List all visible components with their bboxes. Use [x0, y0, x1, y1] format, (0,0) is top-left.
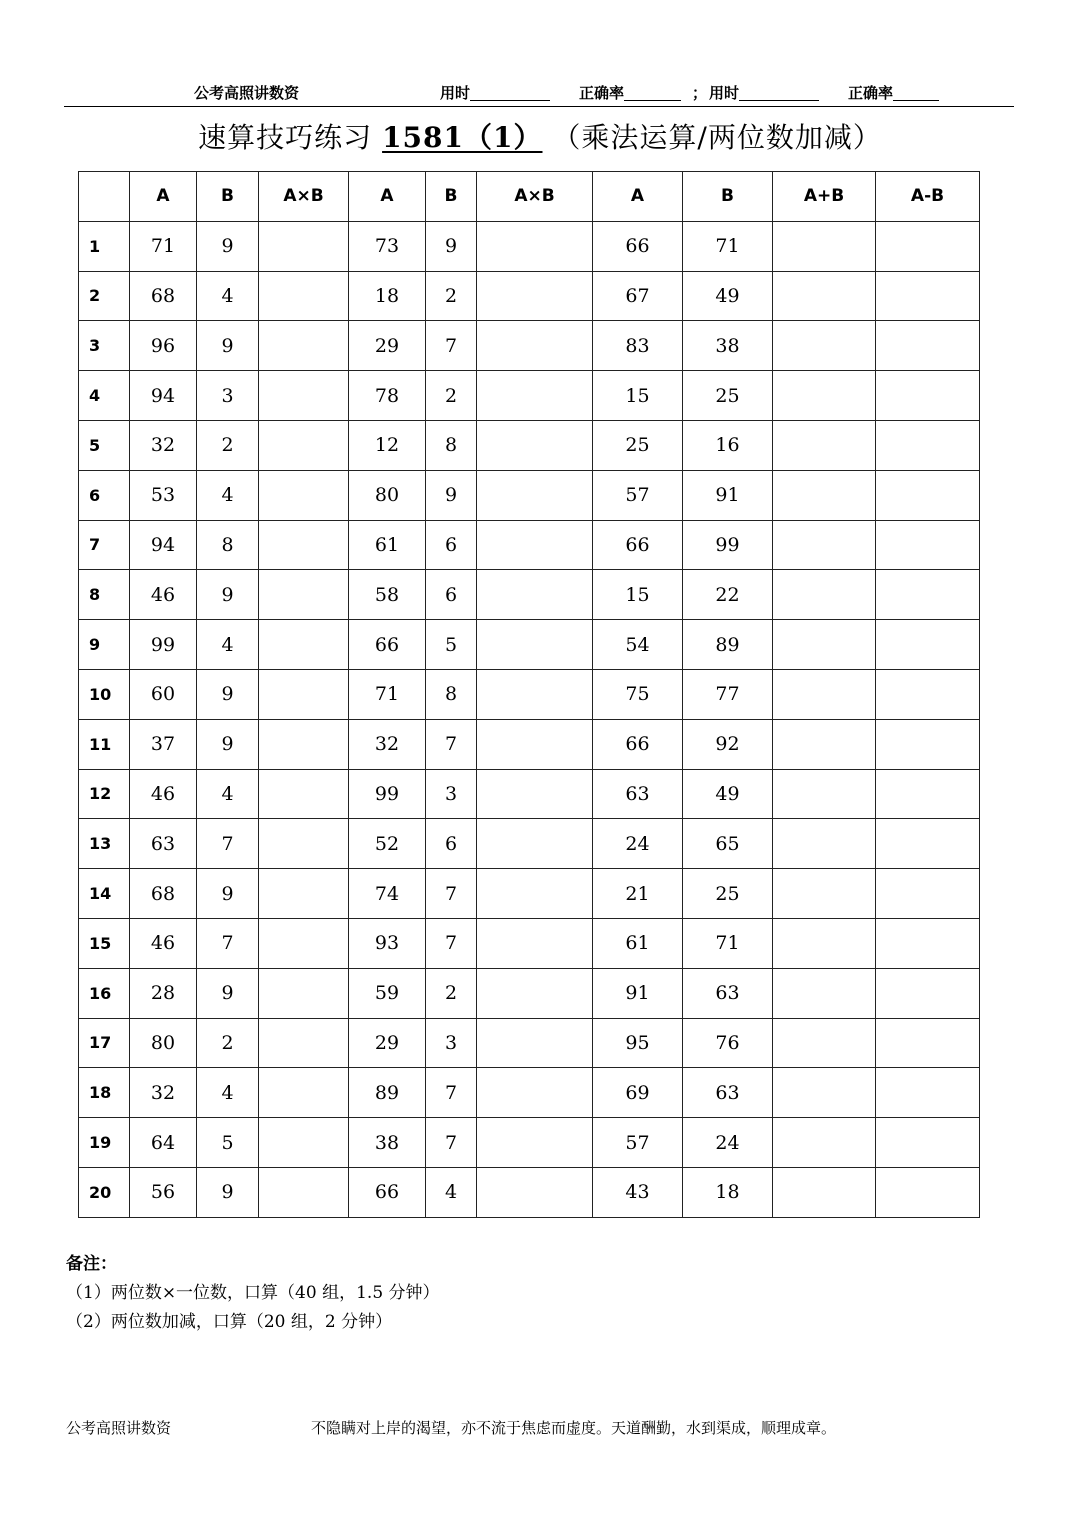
value-cell: 73 [349, 221, 426, 271]
value-cell: 2 [426, 968, 477, 1018]
answer-cell[interactable] [773, 669, 876, 719]
answer-cell[interactable] [477, 819, 593, 869]
value-cell: 99 [130, 620, 197, 670]
value-cell: 54 [593, 620, 683, 670]
row-number: 17 [79, 1018, 130, 1068]
value-cell: 91 [593, 968, 683, 1018]
column-header: B [197, 172, 259, 222]
table-row [79, 570, 980, 620]
answer-cell[interactable] [876, 620, 980, 670]
answer-cell[interactable] [477, 620, 593, 670]
row-number: 1 [79, 221, 130, 271]
row-number: 18 [79, 1068, 130, 1118]
value-cell: 3 [426, 769, 477, 819]
answer-cell[interactable] [477, 470, 593, 520]
answer-cell[interactable] [876, 968, 980, 1018]
accuracy-field-2[interactable] [848, 82, 893, 103]
answer-cell[interactable] [259, 719, 349, 769]
value-cell: 7 [426, 869, 477, 919]
answer-cell[interactable] [876, 719, 980, 769]
time-label-2: 用时 [709, 84, 740, 102]
answer-cell[interactable] [876, 371, 980, 421]
table-row [79, 371, 980, 421]
notes-line-1: （1）两位数×一位数，口算（40 组，1.5 分钟） [66, 1283, 440, 1303]
value-cell: 25 [683, 869, 773, 919]
answer-cell[interactable] [773, 1167, 876, 1217]
value-cell: 4 [197, 470, 259, 520]
table-header-row [79, 172, 980, 222]
time-blank-2[interactable] [739, 86, 819, 101]
row-number: 10 [79, 669, 130, 719]
answer-cell[interactable] [259, 620, 349, 670]
value-cell: 66 [593, 520, 683, 570]
value-cell: 37 [130, 719, 197, 769]
value-cell: 9 [197, 321, 259, 371]
row-number: 9 [79, 620, 130, 670]
value-cell: 89 [683, 620, 773, 670]
value-cell: 46 [130, 769, 197, 819]
answer-cell[interactable] [477, 520, 593, 570]
value-cell: 2 [197, 1018, 259, 1068]
answer-cell[interactable] [477, 271, 593, 321]
value-cell: 53 [130, 470, 197, 520]
answer-cell[interactable] [773, 470, 876, 520]
value-cell: 29 [349, 321, 426, 371]
value-cell: 71 [349, 669, 426, 719]
value-cell: 7 [426, 1068, 477, 1118]
value-cell: 63 [683, 1068, 773, 1118]
answer-cell[interactable] [259, 669, 349, 719]
time-field-1[interactable] [440, 82, 470, 103]
value-cell: 12 [349, 420, 426, 470]
value-cell: 46 [130, 918, 197, 968]
accuracy-field-1[interactable] [579, 82, 624, 103]
value-cell: 58 [349, 570, 426, 620]
answer-cell[interactable] [876, 669, 980, 719]
table-row [79, 271, 980, 321]
column-header: B [426, 172, 477, 222]
answer-cell[interactable] [773, 371, 876, 421]
answer-cell[interactable] [477, 1068, 593, 1118]
value-cell: 2 [197, 420, 259, 470]
value-cell: 18 [683, 1167, 773, 1217]
answer-cell[interactable] [477, 1018, 593, 1068]
value-cell: 7 [197, 819, 259, 869]
answer-cell[interactable] [876, 321, 980, 371]
value-cell: 43 [593, 1167, 683, 1217]
table-row [79, 1018, 980, 1068]
column-header: B [683, 172, 773, 222]
answer-cell[interactable] [259, 420, 349, 470]
row-number: 13 [79, 819, 130, 869]
value-cell: 24 [683, 1118, 773, 1168]
value-cell: 9 [197, 968, 259, 1018]
answer-cell[interactable] [477, 918, 593, 968]
table-row [79, 420, 980, 470]
answer-cell[interactable] [259, 470, 349, 520]
answer-cell[interactable] [477, 371, 593, 421]
answer-cell[interactable] [876, 570, 980, 620]
table-row [79, 918, 980, 968]
value-cell: 66 [593, 221, 683, 271]
value-cell: 9 [426, 221, 477, 271]
answer-cell[interactable] [876, 1167, 980, 1217]
value-cell: 71 [683, 221, 773, 271]
row-number: 19 [79, 1118, 130, 1168]
table-row [79, 968, 980, 1018]
row-number: 15 [79, 918, 130, 968]
value-cell: 61 [593, 918, 683, 968]
answer-cell[interactable] [259, 520, 349, 570]
value-cell: 2 [426, 371, 477, 421]
value-cell: 7 [426, 719, 477, 769]
value-cell: 66 [593, 719, 683, 769]
answer-cell[interactable] [477, 719, 593, 769]
value-cell: 59 [349, 968, 426, 1018]
answer-cell[interactable] [477, 669, 593, 719]
value-cell: 89 [349, 1068, 426, 1118]
answer-cell[interactable] [876, 221, 980, 271]
value-cell: 5 [197, 1118, 259, 1168]
column-header: A [349, 172, 426, 222]
value-cell: 92 [683, 719, 773, 769]
value-cell: 74 [349, 869, 426, 919]
column-header: A-B [876, 172, 980, 222]
row-number: 12 [79, 769, 130, 819]
value-cell: 8 [426, 669, 477, 719]
value-cell: 64 [130, 1118, 197, 1168]
column-header: A×B [477, 172, 593, 222]
answer-cell[interactable] [773, 321, 876, 371]
answer-cell[interactable] [773, 918, 876, 968]
answer-cell[interactable] [876, 271, 980, 321]
answer-cell[interactable] [876, 869, 980, 919]
value-cell: 76 [683, 1018, 773, 1068]
value-cell: 3 [426, 1018, 477, 1068]
value-cell: 7 [426, 1118, 477, 1168]
table-row [79, 669, 980, 719]
table-row [79, 1167, 980, 1217]
title-code: 1581（1） [382, 121, 543, 154]
answer-cell[interactable] [259, 1068, 349, 1118]
value-cell: 6 [426, 570, 477, 620]
answer-cell[interactable] [259, 819, 349, 869]
value-cell: 99 [683, 520, 773, 570]
answer-cell[interactable] [477, 420, 593, 470]
row-number: 6 [79, 470, 130, 520]
notes-line-2: （2）两位数加减，口算（20 组，2 分钟） [66, 1312, 393, 1332]
answer-cell[interactable] [773, 420, 876, 470]
accuracy-label-1: 正确率 [579, 84, 625, 102]
value-cell: 16 [683, 420, 773, 470]
value-cell: 9 [197, 570, 259, 620]
value-cell: 99 [349, 769, 426, 819]
value-cell: 4 [197, 1068, 259, 1118]
value-cell: 63 [683, 968, 773, 1018]
value-cell: 57 [593, 470, 683, 520]
answer-cell[interactable] [477, 869, 593, 919]
value-cell: 8 [426, 420, 477, 470]
value-cell: 4 [197, 769, 259, 819]
value-cell: 69 [593, 1068, 683, 1118]
value-cell: 65 [683, 819, 773, 869]
answer-cell[interactable] [259, 371, 349, 421]
row-number: 11 [79, 719, 130, 769]
value-cell: 7 [197, 918, 259, 968]
notes [66, 1250, 440, 1337]
value-cell: 5 [426, 620, 477, 670]
title-prefix: 速算技巧练习 [198, 121, 373, 154]
value-cell: 4 [426, 1167, 477, 1217]
value-cell: 9 [197, 719, 259, 769]
value-cell: 83 [593, 321, 683, 371]
value-cell: 4 [197, 620, 259, 670]
time-blank-1[interactable] [470, 86, 550, 101]
answer-cell[interactable] [773, 520, 876, 570]
value-cell: 9 [426, 470, 477, 520]
table-row [79, 520, 980, 570]
value-cell: 67 [593, 271, 683, 321]
value-cell: 49 [683, 769, 773, 819]
value-cell: 71 [683, 918, 773, 968]
answer-cell[interactable] [876, 470, 980, 520]
table-row [79, 769, 980, 819]
value-cell: 21 [593, 869, 683, 919]
value-cell: 80 [349, 470, 426, 520]
answer-cell[interactable] [477, 1118, 593, 1168]
answer-cell[interactable] [773, 719, 876, 769]
value-cell: 18 [349, 271, 426, 321]
row-number: 3 [79, 321, 130, 371]
value-cell: 9 [197, 669, 259, 719]
value-cell: 75 [593, 669, 683, 719]
row-number: 4 [79, 371, 130, 421]
answer-cell[interactable] [876, 1068, 980, 1118]
value-cell: 4 [197, 271, 259, 321]
answer-cell[interactable] [259, 570, 349, 620]
answer-cell[interactable] [773, 869, 876, 919]
value-cell: 52 [349, 819, 426, 869]
header-separator: ； [692, 84, 708, 102]
row-number: 8 [79, 570, 130, 620]
row-number: 14 [79, 869, 130, 919]
value-cell: 15 [593, 570, 683, 620]
answer-cell[interactable] [876, 420, 980, 470]
value-cell: 63 [593, 769, 683, 819]
footer-org: 公考高照讲数资 [66, 1419, 172, 1437]
value-cell: 56 [130, 1167, 197, 1217]
accuracy-blank-1[interactable] [624, 86, 681, 101]
value-cell: 9 [197, 869, 259, 919]
answer-cell[interactable] [773, 769, 876, 819]
value-cell: 9 [197, 221, 259, 271]
row-number: 7 [79, 520, 130, 570]
answer-cell[interactable] [259, 1018, 349, 1068]
answer-cell[interactable] [876, 1118, 980, 1168]
page-header [64, 78, 1014, 107]
answer-cell[interactable] [259, 321, 349, 371]
value-cell: 8 [197, 520, 259, 570]
answer-cell[interactable] [773, 1018, 876, 1068]
value-cell: 24 [593, 819, 683, 869]
answer-cell[interactable] [876, 819, 980, 869]
answer-cell[interactable] [477, 570, 593, 620]
table-row [79, 1118, 980, 1168]
value-cell: 61 [349, 520, 426, 570]
value-cell: 80 [130, 1018, 197, 1068]
answer-cell[interactable] [259, 918, 349, 968]
answer-cell[interactable] [477, 321, 593, 371]
value-cell: 66 [349, 1167, 426, 1217]
time-label-1: 用时 [440, 84, 471, 102]
value-cell: 28 [130, 968, 197, 1018]
value-cell: 94 [130, 520, 197, 570]
value-cell: 77 [683, 669, 773, 719]
value-cell: 6 [426, 520, 477, 570]
table-row [79, 620, 980, 670]
value-cell: 38 [683, 321, 773, 371]
answer-cell[interactable] [477, 1167, 593, 1217]
footer-motto: 不隐瞒对上岸的渴望，亦不流于焦虑而虚度。天道酬勤，水到渠成，顺理成章。 [311, 1419, 837, 1437]
value-cell: 32 [130, 420, 197, 470]
accuracy-label-2: 正确率 [848, 84, 894, 102]
value-cell: 91 [683, 470, 773, 520]
column-header [79, 172, 130, 222]
value-cell: 25 [683, 371, 773, 421]
practice-table [78, 171, 980, 1218]
answer-cell[interactable] [477, 769, 593, 819]
answer-cell[interactable] [259, 221, 349, 271]
page-title [0, 116, 1080, 156]
column-header: A [130, 172, 197, 222]
column-header: A [593, 172, 683, 222]
notes-label: 备注： [66, 1254, 117, 1274]
value-cell: 6 [426, 819, 477, 869]
answer-cell[interactable] [876, 1018, 980, 1068]
table-row [79, 321, 980, 371]
answer-cell[interactable] [259, 968, 349, 1018]
answer-cell[interactable] [876, 769, 980, 819]
table-row [79, 869, 980, 919]
value-cell: 68 [130, 271, 197, 321]
row-number: 2 [79, 271, 130, 321]
accuracy-blank-2[interactable] [893, 86, 939, 101]
answer-cell[interactable] [876, 918, 980, 968]
table-row [79, 221, 980, 271]
value-cell: 32 [349, 719, 426, 769]
value-cell: 93 [349, 918, 426, 968]
answer-cell[interactable] [773, 1118, 876, 1168]
value-cell: 71 [130, 221, 197, 271]
row-number: 16 [79, 968, 130, 1018]
value-cell: 63 [130, 819, 197, 869]
value-cell: 49 [683, 271, 773, 321]
answer-cell[interactable] [773, 968, 876, 1018]
answer-cell[interactable] [477, 968, 593, 1018]
table-body [79, 221, 980, 1217]
column-header: A×B [259, 172, 349, 222]
title-suffix: （乘法运算/两位数加减） [552, 121, 882, 154]
table-row [79, 1068, 980, 1118]
value-cell: 9 [197, 1167, 259, 1217]
answer-cell[interactable] [477, 221, 593, 271]
time-field-2[interactable] [709, 82, 739, 103]
value-cell: 7 [426, 918, 477, 968]
value-cell: 7 [426, 321, 477, 371]
row-number: 5 [79, 420, 130, 470]
value-cell: 46 [130, 570, 197, 620]
answer-cell[interactable] [259, 1118, 349, 1168]
table-row [79, 719, 980, 769]
answer-cell[interactable] [259, 769, 349, 819]
value-cell: 29 [349, 1018, 426, 1068]
answer-cell[interactable] [876, 520, 980, 570]
value-cell: 15 [593, 371, 683, 421]
value-cell: 96 [130, 321, 197, 371]
answer-cell[interactable] [773, 620, 876, 670]
answer-cell[interactable] [773, 1068, 876, 1118]
table-row [79, 819, 980, 869]
value-cell: 2 [426, 271, 477, 321]
header-org: 公考高照讲数资 [194, 84, 300, 102]
value-cell: 94 [130, 371, 197, 421]
value-cell: 60 [130, 669, 197, 719]
answer-cell[interactable] [773, 221, 876, 271]
value-cell: 32 [130, 1068, 197, 1118]
value-cell: 57 [593, 1118, 683, 1168]
value-cell: 66 [349, 620, 426, 670]
value-cell: 38 [349, 1118, 426, 1168]
table-row [79, 470, 980, 520]
answer-cell[interactable] [773, 570, 876, 620]
value-cell: 78 [349, 371, 426, 421]
answer-cell[interactable] [259, 1167, 349, 1217]
value-cell: 68 [130, 869, 197, 919]
column-header: A+B [773, 172, 876, 222]
value-cell: 25 [593, 420, 683, 470]
value-cell: 22 [683, 570, 773, 620]
value-cell: 3 [197, 371, 259, 421]
answer-cell[interactable] [259, 869, 349, 919]
answer-cell[interactable] [773, 819, 876, 869]
value-cell: 95 [593, 1018, 683, 1068]
answer-cell[interactable] [259, 271, 349, 321]
answer-cell[interactable] [773, 271, 876, 321]
row-number: 20 [79, 1167, 130, 1217]
